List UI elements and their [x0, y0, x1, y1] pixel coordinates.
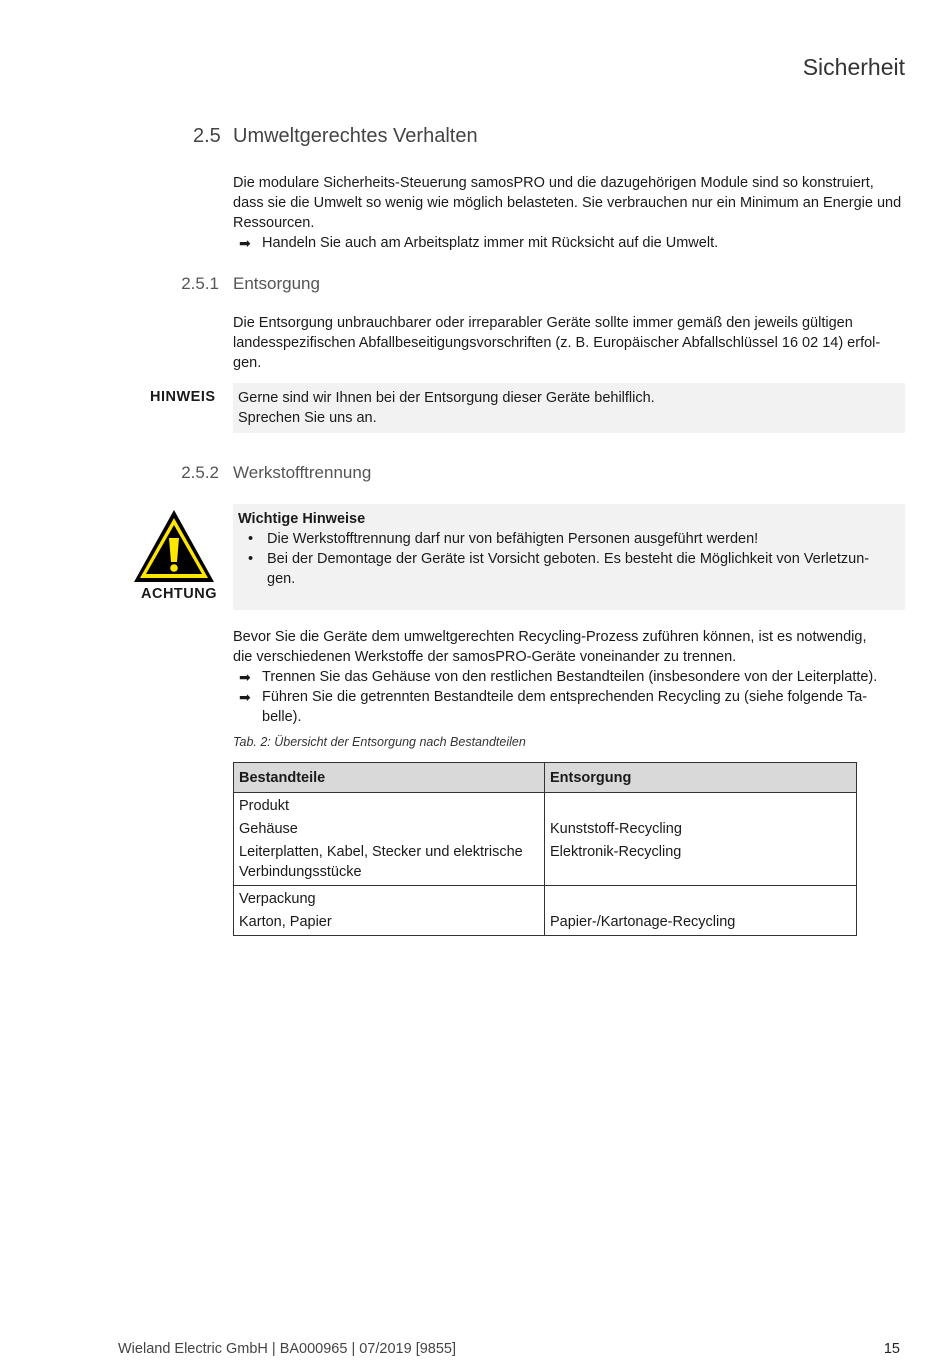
- notice-label: HINWEIS: [150, 389, 216, 405]
- notice-line: Gerne sind wir Ihnen bei der Entsorgung dieser Geräte behilflich.: [238, 390, 655, 406]
- chapter-title: Sicherheit: [802, 54, 905, 80]
- warning-title: Wichtige Hinweise: [238, 511, 366, 527]
- part-name: Leiterplatten, Kabel, Stecker und elektrische Verbindungsstücke: [239, 844, 523, 880]
- section-number-2-5-2: 2.5.2: [181, 463, 219, 482]
- paragraph-line: gen.: [233, 355, 262, 371]
- table-caption: Tab. 2: Übersicht der Entsorgung nach Bestandteilen: [233, 735, 526, 749]
- action-line: belle).: [262, 709, 302, 725]
- table-cell-disposal: [545, 886, 857, 936]
- table-cell-part: [234, 886, 545, 936]
- paragraph: Die modulare Sicherheits-Steuerung samosPRO und die dazugehörigen Module sind so konstruiert, dass sie die Umwelt so wenig wie möglich belasteten. Sie verbrauchen nur ein Minimum an Energie und Ressourcen.: [233, 175, 902, 231]
- group-title: Produkt: [239, 798, 289, 814]
- section-2-5-2-body: [233, 627, 905, 727]
- table-cell-part: [234, 793, 545, 886]
- notice-box: [233, 383, 905, 433]
- disposal-table: [233, 762, 857, 936]
- action-step: [233, 687, 905, 727]
- section-number-2-5-1: 2.5.1: [181, 274, 219, 293]
- section-2-5-1-body: [233, 313, 905, 373]
- disposal-method: Elektronik-Recycling: [550, 844, 682, 860]
- part-name: Karton, Papier: [239, 914, 332, 930]
- table-cell-disposal: [545, 793, 857, 886]
- arrow-right-icon: ➡: [239, 669, 251, 685]
- section-2-5-body: [233, 173, 905, 253]
- warning-triangle-icon: [132, 508, 216, 584]
- notice-line: Sprechen Sie uns an.: [238, 410, 377, 426]
- warning-item: • Bei der Demontage der Geräte ist Vorsicht geboten. Es besteht die Möglichkeit von Verletzun- gen.: [238, 549, 900, 589]
- action-text: Handeln Sie auch am Arbeitsplatz immer mit Rücksicht auf die Umwelt.: [262, 235, 719, 251]
- action-line: Trennen Sie das Gehäuse von den restlichen Bestandteilen (insbesondere von der Leiterplatte).: [262, 669, 878, 685]
- warning-item: • Die Werkstofftrennung darf nur von befähigten Personen ausgeführt werden!: [238, 529, 900, 549]
- section-number: 2.5: [193, 125, 221, 147]
- disposal-method: Papier-/Kartonage-Recycling: [550, 914, 736, 930]
- table-row: [234, 793, 857, 886]
- section-title: Umweltgerechtes Verhalten: [233, 125, 478, 147]
- disposal-method: Kunststoff-Recycling: [550, 821, 682, 837]
- warning-item-line: gen.: [267, 571, 296, 587]
- section-heading-2-5: [193, 125, 478, 148]
- table-header-row: [234, 763, 857, 793]
- action-step: [233, 233, 905, 253]
- warning-item-line: Die Werkstofftrennung darf nur von befähigten Personen ausgeführt werden!: [267, 531, 759, 547]
- section-title-2-5-2: Werkstofftrennung: [233, 463, 372, 482]
- paragraph-line: die verschiedenen Werkstoffe der samosPRO-Geräte voneinander zu trennen.: [233, 649, 737, 665]
- table-header-cell: Entsorgung: [545, 763, 857, 793]
- group-title: Verpackung: [239, 891, 316, 907]
- paragraph-line: landesspezifischen Abfallbeseitigungsvorschriften (z. B. Europäischer Abfallschlüssel 16 02 14) erfol-: [233, 335, 881, 351]
- arrow-right-icon: ➡: [239, 689, 251, 705]
- table-row: [234, 886, 857, 936]
- table-header-cell: Bestandteile: [234, 763, 545, 793]
- warning-label: ACHTUNG: [141, 586, 217, 602]
- action-line: Führen Sie die getrennten Bestandteile dem entsprechenden Recycling zu (siehe folgende Ta-: [262, 689, 868, 705]
- footer-company: Wieland Electric GmbH | BA000965 | 07/2019 [9855]: [118, 1341, 457, 1357]
- section-title-2-5-1: Entsorgung: [233, 274, 320, 293]
- paragraph-line: Bevor Sie die Geräte dem umweltgerechten Recycling-Prozess zuführen können, ist es notwendig,: [233, 629, 867, 645]
- warning-item-line: Bei der Demontage der Geräte ist Vorsicht geboten. Es besteht die Möglichkeit von Verletzun-: [267, 551, 870, 567]
- part-name: Gehäuse: [239, 821, 298, 837]
- warning-box: [233, 504, 905, 610]
- paragraph-line: Die Entsorgung unbrauchbarer oder irreparabler Geräte sollte immer gemäß den jeweils gültigen: [233, 315, 853, 331]
- page-number: 15: [883, 1341, 900, 1357]
- arrow-right-icon: ➡: [239, 235, 251, 251]
- action-step: [233, 667, 905, 687]
